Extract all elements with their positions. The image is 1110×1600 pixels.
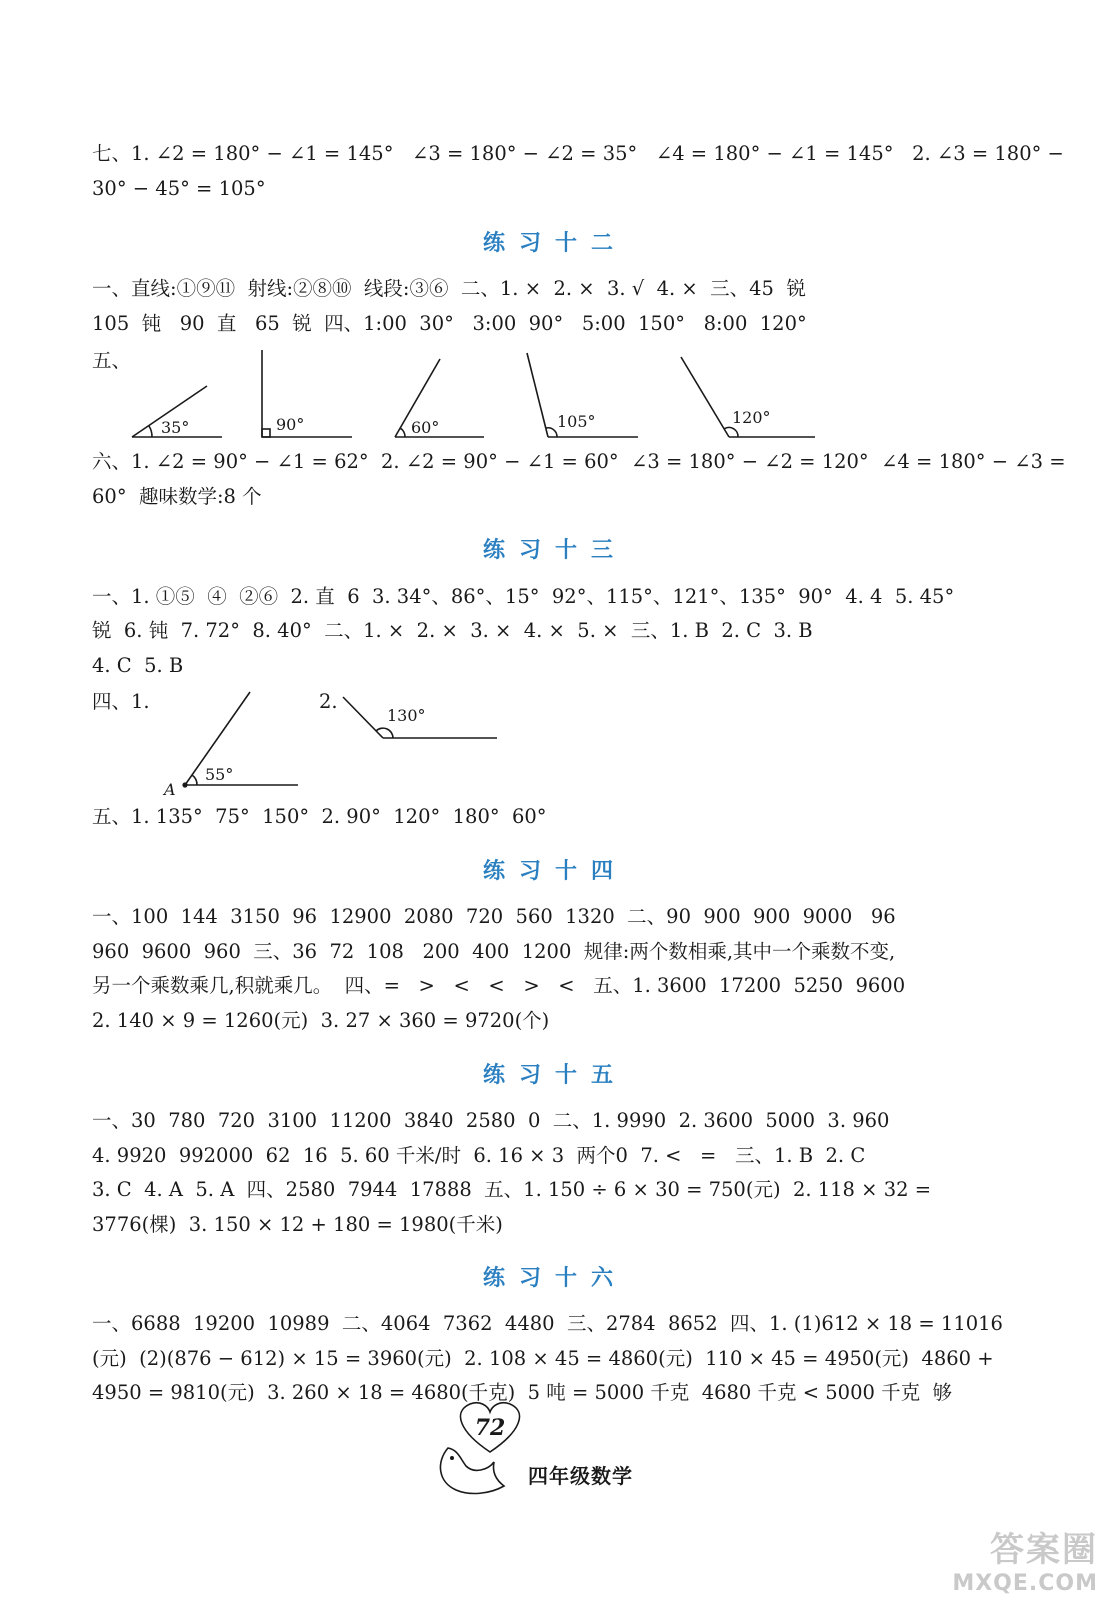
angle-label: 35° bbox=[161, 418, 190, 437]
answer-line: 一、1. ①⑤ ④ ②⑥ 2. 直 6 3. 34°、86°、15° 92°、115°、121°、135° 90° 4. 4 5. 45° bbox=[92, 585, 955, 608]
section-title: 练习十六 bbox=[482, 1266, 627, 1291]
answer-line: 五、 bbox=[92, 349, 132, 372]
mascot-eye-icon bbox=[450, 1456, 454, 1460]
watermark bbox=[952, 1522, 1098, 1596]
answer-line: 4. 9920 992000 62 16 5. 60 千米/时 6. 16 × 3 两个0 7. < = 三、1. B 2. C bbox=[92, 1144, 866, 1167]
answer-line: 30° − 45° = 105° bbox=[92, 177, 266, 200]
section-title: 练习十三 bbox=[482, 538, 627, 563]
answer-line: 3776(棵) 3. 150 × 12 + 180 = 1980(千米) bbox=[92, 1213, 503, 1236]
answer-line: 一、100 144 3150 96 12900 2080 720 560 1320 二、90 900 900 9000 96 bbox=[92, 905, 896, 928]
answer-line: 一、直线:①⑨⑪ 射线:②⑧⑩ 线段:③⑥ 二、1. × 2. × 3. √ 4. × 三、45 锐 bbox=[92, 277, 806, 300]
answer-line: 锐 6. 钝 7. 72° 8. 40° 二、1. × 2. × 3. × 4. × 5. × 三、1. B 2. C 3. B bbox=[92, 619, 813, 642]
answer-line: 六、1. ∠2 = 90° − ∠1 = 62° 2. ∠2 = 90° − ∠1 = 60° ∠3 = 180° − ∠2 = 120° ∠4 = 180° − ∠3 = bbox=[92, 450, 1066, 473]
angle-label: 55° bbox=[205, 765, 234, 784]
book-title: 四年级数学 bbox=[528, 1464, 633, 1488]
answer-line: 一、6688 19200 10989 二、4064 7362 4480 三、2784 8652 四、1. (1)612 × 18 = 11016 bbox=[92, 1312, 1003, 1335]
answer-line: (元) (2)(876 − 612) × 15 = 3960(元) 2. 108 × 45 = 4860(元) 110 × 45 = 4950(元) 4860 + bbox=[92, 1347, 994, 1370]
figure-number: 2. bbox=[319, 690, 338, 713]
point-a-label: A bbox=[164, 780, 176, 799]
watermark-en: MXQE.COM bbox=[952, 1571, 1098, 1596]
answer-line: 4950 = 9810(元) 3. 260 × 18 = 4680(千克) 5 吨 = 5000 千克 4680 千克 < 5000 千克 够 bbox=[92, 1381, 952, 1404]
answer-line: 一、30 780 720 3100 11200 3840 2580 0 二、1. 9990 2. 3600 5000 3. 960 bbox=[92, 1109, 890, 1132]
answer-line: 五、1. 135° 75° 150° 2. 90° 120° 180° 60° bbox=[92, 805, 547, 828]
answer-line: 960 9600 960 三、36 72 108 200 400 1200 规律:两个数相乘,其中一个乘数不变, bbox=[92, 940, 896, 963]
answer-line: 105 钝 90 直 65 锐 四、1:00 30° 3:00 90° 5:00 150° 8:00 120° bbox=[92, 312, 807, 335]
answer-line: 4. C 5. B bbox=[92, 654, 184, 677]
answer-line: 3. C 4. A 5. A 四、2580 7944 17888 五、1. 150 ÷ 6 × 30 = 750(元) 2. 118 × 32 = bbox=[92, 1178, 932, 1201]
section-title: 练习十二 bbox=[482, 231, 627, 256]
section-title: 练习十四 bbox=[482, 859, 627, 884]
answer-line: 另一个乘数乘几,积就乘几。 四、= > < < > < 五、1. 3600 17200 5250 9600 bbox=[92, 974, 906, 997]
answer-line: 60° 趣味数学:8 个 bbox=[92, 485, 262, 508]
answer-line: 2. 140 × 9 = 1260(元) 3. 27 × 360 = 9720(个) bbox=[92, 1009, 550, 1032]
angle-label: 90° bbox=[276, 415, 305, 434]
watermark-cn: 答案圈 bbox=[990, 1530, 1098, 1570]
angle-label: 60° bbox=[411, 418, 440, 437]
angle-label: 130° bbox=[387, 706, 426, 725]
seal-mascot-icon bbox=[440, 1448, 504, 1493]
angle-label: 120° bbox=[732, 408, 771, 427]
answer-line: 四、1. bbox=[92, 690, 150, 713]
angle-label: 105° bbox=[557, 412, 596, 431]
answer-line: 七、1. ∠2 = 180° − ∠1 = 145° ∠3 = 180° − ∠2 = 35° ∠4 = 180° − ∠1 = 145° 2. ∠3 = 180° − bbox=[92, 142, 1064, 165]
section-title: 练习十五 bbox=[482, 1063, 627, 1088]
page-number: 72 bbox=[474, 1415, 506, 1441]
